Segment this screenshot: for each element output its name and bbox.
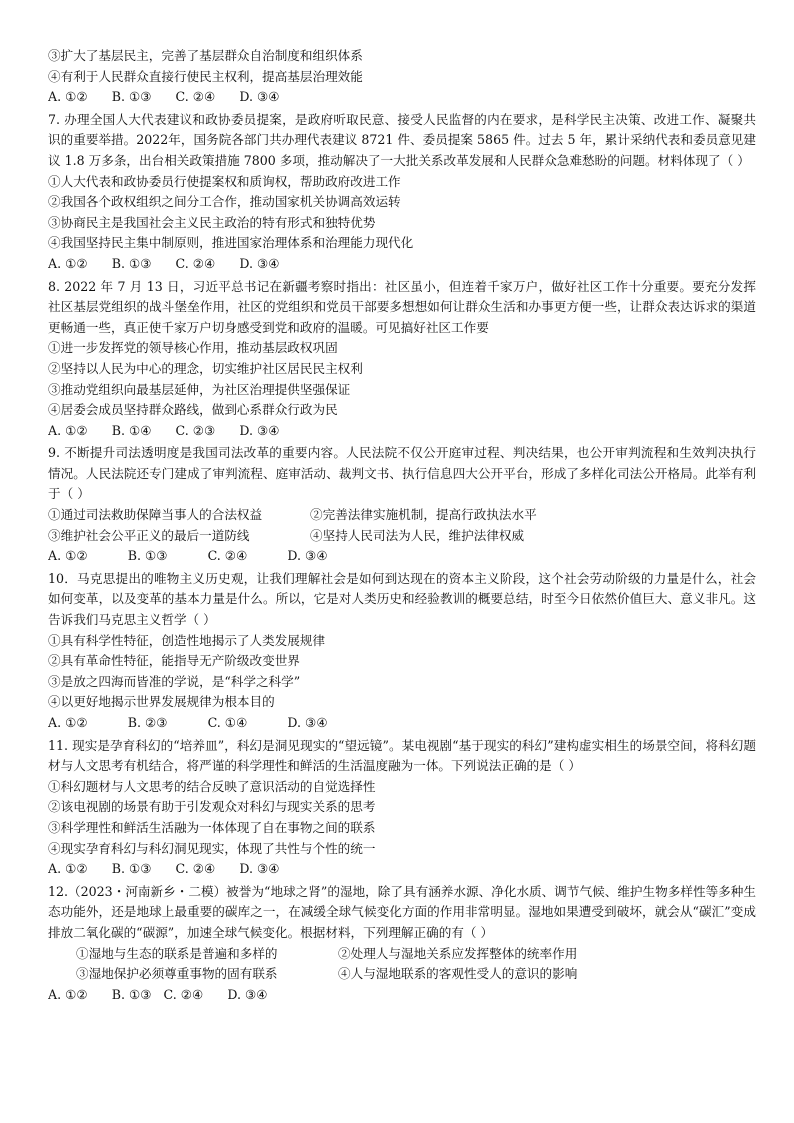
answer-choices: A. ①② B. ①③ C. ②④ D. ③④ [48, 548, 328, 564]
answer-choices: A. ①② B. ①③ C. ②④ D. ③④ [48, 861, 280, 877]
statement-2: ②该电视剧的场景有助于引发观众对科幻与现实关系的思考 [48, 799, 376, 815]
statement-4: ④人与湿地联系的客观性受人的意识的影响 [338, 966, 578, 982]
statement-2: ②处理人与湿地关系应发挥整体的统率作用 [338, 945, 578, 961]
question-stem: 10．马克思提出的唯物主义历史观，让我们理解社会是如何到达现在的资本主义阶段，这个社会劳动阶级的力量是什么，社会如何变革，以及变革的基本力量是什么。所以，它是对人类历史和经验教训的概要总结，时至今日依然价值巨大、意义非凡。这告诉我们马克思主义哲学（ ） [48, 570, 756, 628]
statement-row [48, 505, 756, 526]
statement-row [48, 964, 756, 985]
question-stem: 9. 不断提升司法透明度是我国司法改革的重要内容。人民法院不仅公开庭审过程、判决结果，也公开审判流程和生效判决执行情况。人民法院还专门建成了审判流程、庭审活动、裁判文书、执行信息四大公开平台，形成了多样化司法公开格局。此举有利于（ ） [48, 445, 756, 502]
statement-3: ③扩大了基层民主，完善了基层群众自治制度和组织体系 [48, 48, 363, 63]
answer-choices: A. ①② B. ②③ C. ①④ D. ③④ [48, 715, 328, 730]
statement-1: ①进一步发挥党的领导核心作用，推动基层政权巩固 [48, 340, 338, 356]
statement-2: ②我国各个政权组织之间分工合作，推动国家机关协调高效运转 [48, 194, 401, 210]
question-stem: 11. 现实是孕育科幻的“培养皿”，科幻是洞见现实的“望远镜”。某电视剧“基于现实的科幻”建构虚实相生的场景空间，将科幻题材与人文思考有机结合，将严谨的科学理性和鲜活的生活温度融为一体。下列说法正确的是（ ） [48, 737, 756, 774]
statement-2: ②完善法律实施机制，提高行政执法水平 [310, 507, 537, 523]
statement-2: ②具有革命性特征，能指导无产阶级改变世界 [48, 653, 300, 669]
statement-4: ④坚持人民司法为人民，维护法律权威 [310, 527, 525, 543]
statement-4: ④居委会成员坚持群众路线，做到心系群众行政为民 [48, 402, 338, 418]
question-6-tail [48, 46, 756, 108]
question-7 [48, 110, 756, 275]
answer-choices: A. ①② B. ①④ C. ②③ D. ③④ [48, 422, 280, 438]
question-stem: 8. 2022 年 7 月 13 日，习近平总书记在新疆考察时指出：社区虽小，但连着千家万户，做好社区工作十分重要。要充分发挥社区基层党组织的战斗堡垒作用，社区的党组织和党员干部要多想想如何让群众生活和办事更方便一些，让群众表达诉求的渠道更畅通一些，真正使千家万户切身感受到党和政府的温暖。可见搞好社区工作要 [48, 278, 756, 335]
answer-choices: A. ①② B. ①③ C. ②④ D. ③④ [48, 255, 280, 271]
statement-row [48, 526, 756, 547]
statement-3: ③科学理性和鲜活生活融为一体体现了自在事物之间的联系 [48, 819, 376, 835]
statement-1: ①人大代表和政协委员行使提案权和质询权，帮助政府改进工作 [48, 173, 401, 189]
statement-3: ③是放之四海而皆准的学说，是“科学之科学” [48, 673, 301, 689]
statement-4: ④我国坚持民主集中制原则，推进国家治理体系和治理能力现代化 [48, 235, 414, 251]
statement-1: ①具有科学性特征，创造性地揭示了人类发展规律 [48, 632, 326, 648]
statement-1: ①湿地与生态的联系是普遍和多样的 [76, 945, 278, 961]
statement-2: ②坚持以人民为中心的理念，切实维护社区居民民主权利 [48, 360, 363, 376]
statement-1: ①科幻题材与人文思考的结合反映了意识活动的自觉选择性 [48, 778, 376, 794]
question-8 [48, 277, 756, 442]
answer-choices: A. ①② B. ①③ C. ②④ D. ③④ [48, 89, 280, 105]
statement-3: ③推动党组织向最基层延伸，为社区治理提供坚强保证 [48, 381, 351, 397]
statement-3: ③湿地保护必须尊重事物的固有联系 [76, 966, 278, 982]
statement-4: ④以更好地揭示世界发展规律为根本目的 [48, 694, 275, 710]
statement-row [48, 944, 756, 965]
question-11 [48, 736, 756, 880]
question-10 [48, 569, 756, 734]
question-12 [48, 882, 756, 1006]
statement-4: ④现实孕育科幻与科幻洞见现实，体现了共性与个性的统一 [48, 840, 376, 856]
question-9 [48, 443, 756, 567]
question-stem: 7. 办理全国人大代表建议和政协委员提案，是政府听取民意、接受人民监督的内在要求，是科学民主决策、改进工作、凝聚共识的重要举措。2022年，国务院各部门共办理代表建议 8721 件、委员提案 5865 件。过去 5 年，累计采纳代表和委员意见建议 1.8 万多条，出台相关政策措施 7800 多项，推动解决了一大批关系改革发展和人民群众急难愁盼的问题。材料体现了（ ） [48, 111, 756, 168]
answer-choices: A. ①② B. ①③ C. ②④ D. ③④ [48, 986, 268, 1002]
question-stem: 12.（2023・河南新乡・二模）被誉为“地球之肾”的湿地，除了具有涵养水源、净化水质、调节气候、维护生物多样性等多种生态功能外，还是地球上最重要的碳库之一，在减缓全球气候变化方面的作用非常明显。湿地如果遭受到破坏，就会从“碳汇”变成排放二氧化碳的“碳源”，加速全球气候变化。根据材料，下列理解正确的有（ ） [48, 883, 756, 940]
statement-1: ①通过司法救助保障当事人的合法权益 [48, 507, 263, 523]
statement-3: ③协商民主是我国社会主义民主政治的特有形式和独特优势 [48, 214, 376, 230]
statement-4: ④有利于人民群众直接行使民主权利，提高基层治理效能 [48, 68, 363, 84]
statement-3: ③维护社会公平正义的最后一道防线 [48, 527, 250, 543]
